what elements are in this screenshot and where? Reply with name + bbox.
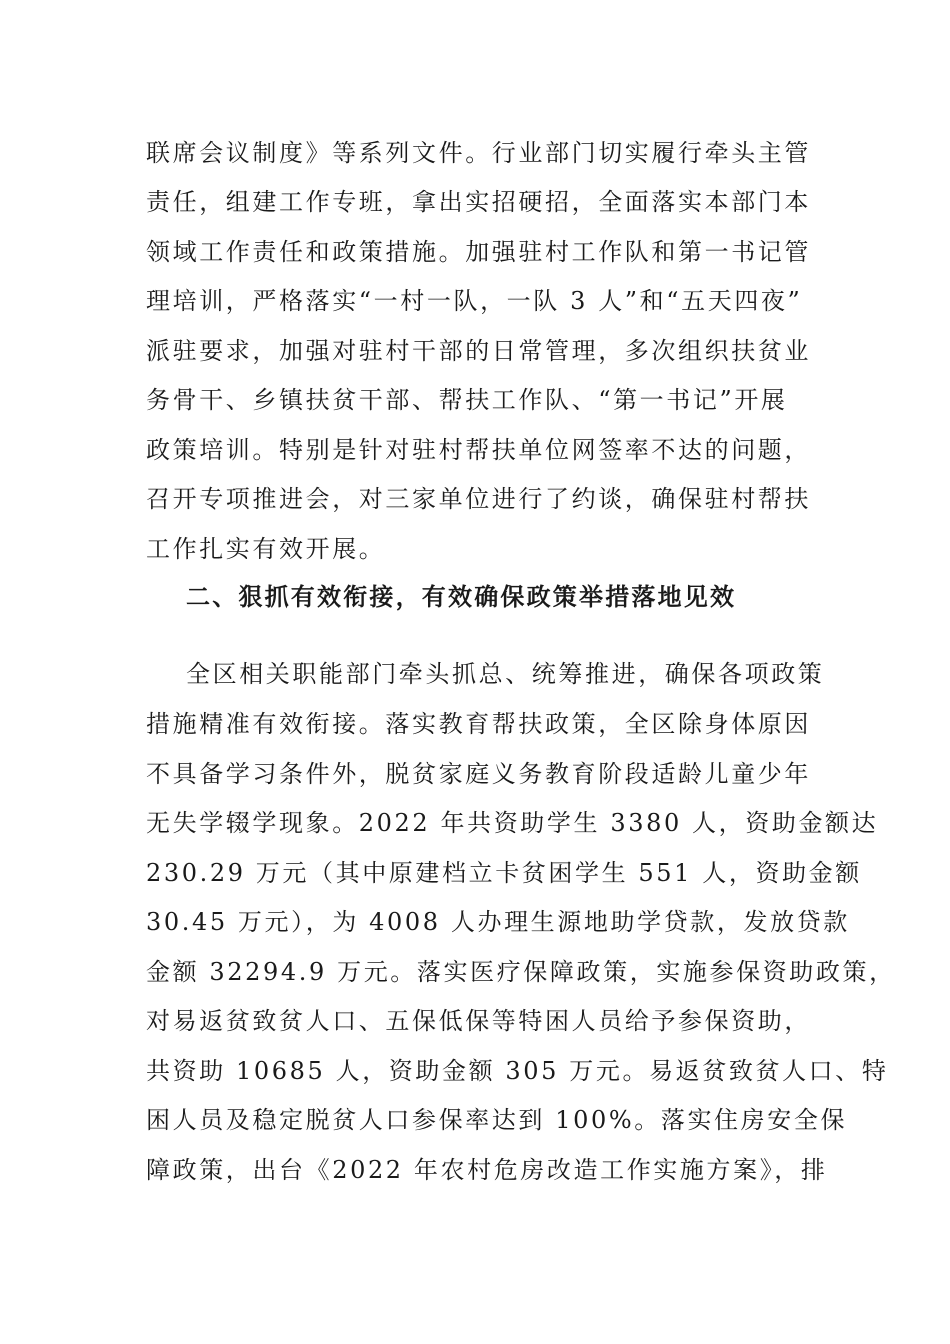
text-line: 召开专项推进会，对三家单位进行了约谈，确保驻村帮扶 — [146, 485, 811, 513]
text-line: 共资助 10685 人，资助金额 305 万元。易返贫致贫人口、特 — [146, 1057, 889, 1085]
text-line: 政策培训。特别是针对驻村帮扶单位网签率不达的问题， — [146, 436, 811, 464]
section-heading: 二、狠抓有效衔接，有效确保政策举措落地见效 — [186, 583, 737, 611]
text-line: 230.29 万元（其中原建档立卡贫困学生 551 人，资助金额 — [146, 859, 862, 887]
text-line: 派驻要求，加强对驻村干部的日常管理，多次组织扶贫业 — [146, 337, 811, 365]
text-line: 联席会议制度》等系列文件。行业部门切实履行牵头主管 — [146, 139, 811, 167]
text-line: 对易返贫致贫人口、五保低保等特困人员给予参保资助， — [146, 1007, 811, 1035]
text-line: 务骨干、乡镇扶贫干部、帮扶工作队、“第一书记”开展 — [146, 386, 788, 414]
text-line: 责任，组建工作专班，拿出实招硬招，全面落实本部门本 — [146, 188, 811, 216]
text-line: 领域工作责任和政策措施。加强驻村工作队和第一书记管 — [146, 238, 811, 266]
text-line: 全区相关职能部门牵头抓总、统筹推进，确保各项政策 — [186, 660, 825, 688]
text-line: 不具备学习条件外，脱贫家庭义务教育阶段适龄儿童少年 — [146, 760, 811, 788]
text-line: 措施精准有效衔接。落实教育帮扶政策，全区除身体原因 — [146, 710, 811, 738]
text-line: 困人员及稳定脱贫人口参保率达到 100%。落实住房安全保 — [146, 1106, 848, 1134]
text-line: 理培训，严格落实“一村一队，一队 3 人”和“五天四夜” — [146, 287, 803, 315]
text-line: 障政策，出台《2022 年农村危房改造工作实施方案》，排 — [146, 1156, 828, 1184]
text-line: 工作扎实有效开展。 — [146, 535, 386, 563]
text-line: 无失学辍学现象。2022 年共资助学生 3380 人，资助金额达 — [146, 809, 879, 837]
text-line: 30.45 万元），为 4008 人办理生源地助学贷款，发放贷款 — [146, 908, 850, 936]
text-line: 金额 32294.9 万元。落实医疗保障政策，实施参保资助政策， — [146, 958, 896, 986]
